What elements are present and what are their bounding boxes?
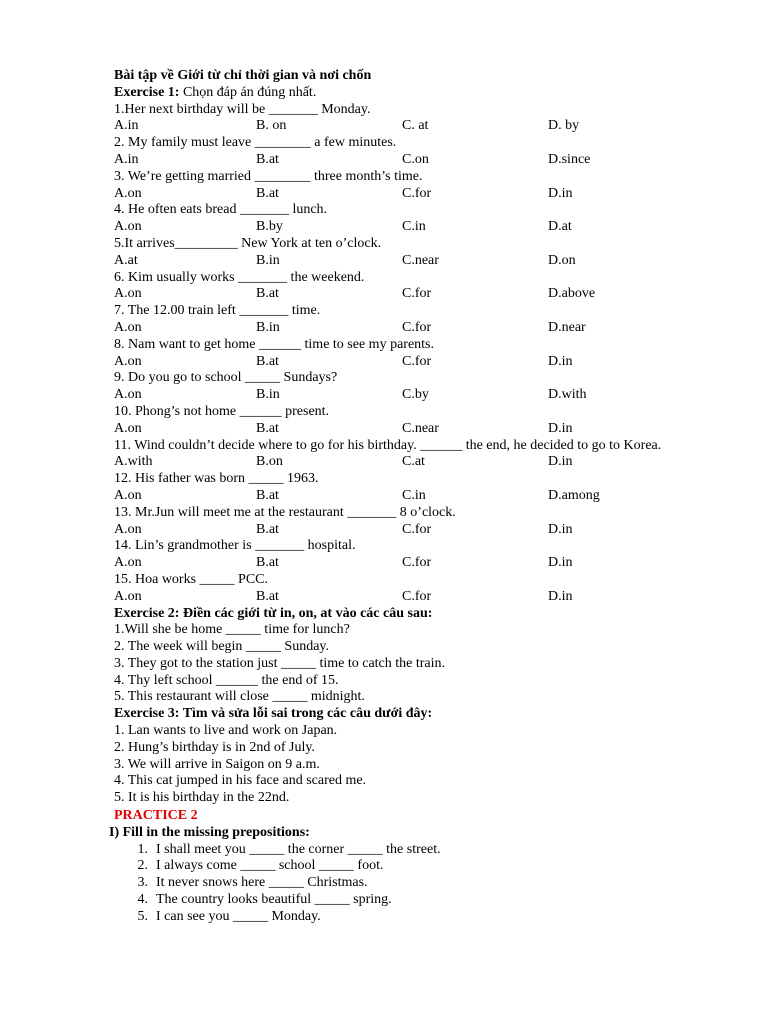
exercise-1-heading (114, 85, 714, 102)
answer-option: B.in (256, 387, 280, 403)
practice-2-item-number: 2. (137, 858, 148, 874)
answer-options (114, 421, 714, 438)
answer-option: A.on (114, 185, 142, 201)
question-item (114, 404, 714, 438)
document-content (109, 68, 714, 926)
answer-option: B.at (256, 286, 279, 302)
answer-option: B.at (256, 588, 279, 604)
question-text: 6. Kim usually works _______ the weekend. (114, 269, 365, 285)
question-item (114, 303, 714, 337)
practice-2-item (114, 909, 714, 926)
practice-2-list (114, 842, 714, 926)
answer-option: C. at (402, 118, 429, 134)
practice-2-item (114, 875, 714, 892)
answer-option: D.with (548, 387, 587, 403)
answer-options (114, 118, 714, 135)
answer-option: A.on (114, 588, 142, 604)
question-item (114, 572, 714, 606)
answer-option: C.on (402, 151, 429, 167)
answer-option: D.in (548, 521, 573, 537)
answer-option: C.near (402, 420, 439, 436)
exercise-3-item: 4. This cat jumped in his face and scared me. (114, 773, 367, 789)
answer-option: D.near (548, 319, 586, 335)
answer-option: A.on (114, 353, 142, 369)
answer-option: C.for (402, 588, 432, 604)
question-text: 13. Mr.Jun will meet me at the restaurant _______ 8 o’clock. (114, 504, 456, 520)
exercise-3-items (114, 723, 714, 807)
exercise-3-item: 2. Hung’s birthday is in 2nd of July. (114, 739, 315, 755)
answer-option: D.in (548, 353, 573, 369)
practice-2-item-text: The country looks beautiful _____ spring. (156, 892, 392, 908)
answer-options (114, 186, 714, 203)
answer-option: C.for (402, 555, 432, 571)
answer-options (114, 488, 714, 505)
answer-option: A.on (114, 420, 142, 436)
answer-option: C.for (402, 521, 432, 537)
answer-option: D.at (548, 219, 572, 235)
exercise-1-questions (114, 102, 714, 606)
answer-option: D.in (548, 420, 573, 436)
exercise-2-item: 5. This restaurant will close _____ midnight. (114, 689, 365, 705)
answer-option: D. by (548, 118, 580, 134)
answer-option: C.for (402, 185, 432, 201)
question-item (114, 370, 714, 404)
question-text: 10. Phong’s not home ______ present. (114, 403, 330, 419)
practice-2-item-number: 3. (137, 875, 148, 891)
answer-options (114, 253, 714, 270)
answer-option: A.on (114, 387, 142, 403)
answer-option: A.on (114, 219, 142, 235)
answer-option: B.at (256, 521, 279, 537)
practice-2-item (114, 842, 714, 859)
question-item (114, 135, 714, 169)
practice-2-item-text: It never snows here _____ Christmas. (156, 875, 368, 891)
answer-option: A.on (114, 487, 142, 503)
question-item (114, 337, 714, 371)
question-text: 5.It arrives_________ New York at ten o’clock. (114, 235, 382, 251)
practice-2-item-number: 5. (137, 908, 148, 924)
answer-options (114, 320, 714, 337)
answer-options (114, 387, 714, 404)
exercise-3-item: 1. Lan wants to live and work on Japan. (114, 723, 338, 739)
answer-option: B.at (256, 185, 279, 201)
answer-option: C.by (402, 387, 429, 403)
answer-option: A.in (114, 151, 139, 167)
exercise-2-item: 4. Thy left school ______ the end of 15. (114, 672, 339, 688)
exercise-2-item: 3. They got to the station just _____ time to catch the train. (114, 655, 446, 671)
question-item (114, 270, 714, 304)
answer-options (114, 454, 714, 471)
answer-option: D.on (548, 252, 576, 268)
answer-option: C.at (402, 454, 425, 470)
answer-option: C.near (402, 252, 439, 268)
answer-option: A.on (114, 521, 142, 537)
answer-option: B.at (256, 555, 279, 571)
question-item (114, 471, 714, 505)
answer-option: B.at (256, 151, 279, 167)
answer-option: C.for (402, 286, 432, 302)
answer-option: B.by (256, 219, 283, 235)
exercise-2-item: 2. The week will begin _____ Sunday. (114, 639, 330, 655)
answer-options (114, 522, 714, 539)
answer-option: B.at (256, 487, 279, 503)
practice-2-item-text: I always come _____ school _____ foot. (156, 858, 384, 874)
answer-option: D.in (548, 454, 573, 470)
exercise-2-heading: Exercise 2: Điền các giới từ in, on, at vào các câu sau: (114, 605, 433, 621)
answer-option: A.on (114, 555, 142, 571)
practice-2-item (114, 858, 714, 875)
document-title: Bài tập về Giới từ chỉ thời gian và nơi chốn (114, 68, 372, 83)
answer-option: C.for (402, 353, 432, 369)
exercise-3-item: 3. We will arrive in Saigon on 9 a.m. (114, 756, 320, 772)
question-item (114, 169, 714, 203)
question-item (114, 236, 714, 270)
question-text: 2. My family must leave ________ a few minutes. (114, 135, 397, 151)
question-item (114, 102, 714, 136)
answer-option: D.in (548, 185, 573, 201)
answer-option: C.in (402, 219, 426, 235)
answer-option: A.on (114, 319, 142, 335)
answer-option: B.at (256, 420, 279, 436)
question-text: 4. He often eats bread _______ lunch. (114, 202, 328, 218)
answer-option: D.above (548, 286, 596, 302)
exercise-3-item: 5. It is his birthday in the 22nd. (114, 790, 290, 806)
answer-option: B.on (256, 454, 283, 470)
answer-option: A.on (114, 286, 142, 302)
answer-option: C.for (402, 319, 432, 335)
answer-option: D.in (548, 555, 573, 571)
answer-option: B. on (256, 118, 287, 134)
answer-option: A.at (114, 252, 138, 268)
answer-option: A.with (114, 454, 153, 470)
question-text: 12. His father was born _____ 1963. (114, 471, 319, 487)
exercise-1-label: Exercise 1: (114, 84, 180, 100)
exercise-3-heading: Exercise 3: Tìm và sửa lỗi sai trong các câu dưới đây: (114, 706, 433, 722)
question-text: 14. Lin’s grandmother is _______ hospital. (114, 538, 356, 554)
practice-2-item (114, 892, 714, 909)
answer-option: D.in (548, 588, 573, 604)
practice-2-section-heading: I) Fill in the missing prepositions: (109, 824, 310, 840)
exercise-2-item: 1.Will she be home _____ time for lunch? (114, 622, 350, 638)
answer-option: D.among (548, 487, 600, 503)
exercise-2-items (114, 622, 714, 706)
practice-2-item-number: 1. (137, 841, 148, 857)
question-text: 8. Nam want to get home ______ time to see my parents. (114, 336, 434, 352)
answer-options (114, 219, 714, 236)
question-text: 7. The 12.00 train left _______ time. (114, 303, 321, 319)
question-text: 11. Wind couldn’t decide where to go for his birthday. ______ the end, he decided to go to Korea. (114, 437, 662, 453)
answer-options (114, 354, 714, 371)
answer-options (114, 152, 714, 169)
answer-option: B.at (256, 353, 279, 369)
practice-2-heading: PRACTICE 2 (114, 808, 198, 824)
answer-option: B.in (256, 319, 280, 335)
practice-2-item-number: 4. (137, 892, 148, 908)
question-text: 3. We’re getting married ________ three month’s time. (114, 168, 423, 184)
answer-options (114, 589, 714, 606)
question-text: 15. Hoa works _____ PCC. (114, 571, 269, 587)
question-text: 1.Her next birthday will be _______ Monday. (114, 101, 371, 117)
answer-options (114, 555, 714, 572)
question-item (114, 505, 714, 539)
answer-option: D.since (548, 151, 591, 167)
practice-2-item-text: I shall meet you _____ the corner _____ the street. (156, 841, 441, 857)
answer-options (114, 286, 714, 303)
question-text: 9. Do you go to school _____ Sundays? (114, 370, 338, 386)
question-item (114, 538, 714, 572)
exercise-1-instruction: Chọn đáp án đúng nhất. (179, 84, 317, 100)
practice-2-item-text: I can see you _____ Monday. (156, 908, 321, 924)
question-item (114, 438, 714, 472)
answer-option: B.in (256, 252, 280, 268)
answer-option: A.in (114, 118, 139, 134)
answer-option: C.in (402, 487, 426, 503)
question-item (114, 202, 714, 236)
